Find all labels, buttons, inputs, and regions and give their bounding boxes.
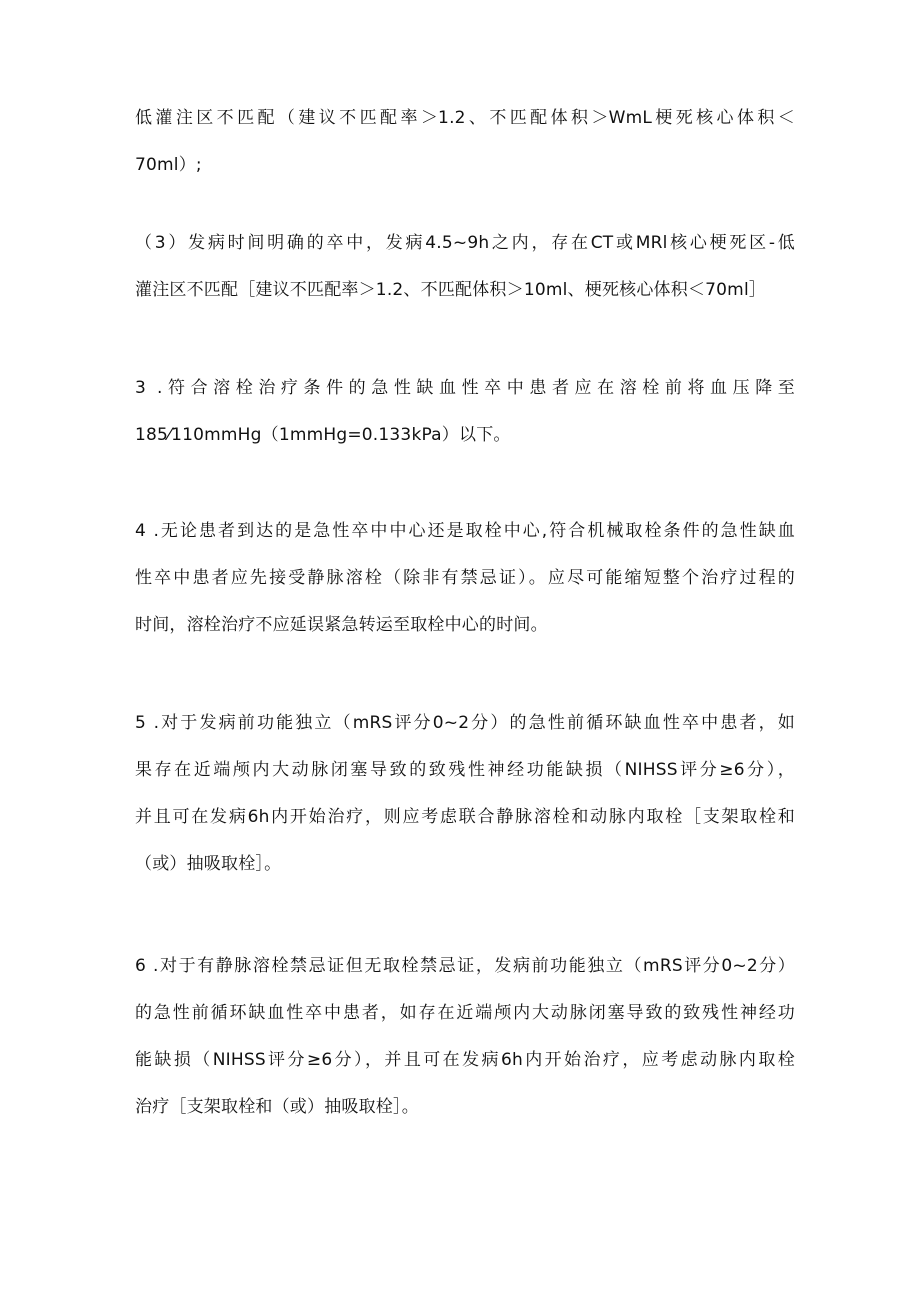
text-line: 6 .对于有静脉溶栓禁忌证但无取栓禁忌证，发病前功能独立（mRS评分0~2分） [135,956,795,976]
text-line: 时间，溶栓治疗不应延误紧急转运至取栓中心的时间。 [135,615,548,635]
text-line: （或）抽吸取栓］。 [135,854,282,874]
text-line: 185⁄110mmHg（1mmHg=0.133kPa）以下。 [135,425,511,445]
text-line: 并且可在发病6h内开始治疗，则应考虑联合静脉溶栓和动脉内取栓［支架取栓和 [135,807,795,827]
text-line: 4 .无论患者到达的是急性卒中中心还是取栓中心,符合机械取栓条件的急性缺血 [135,521,795,541]
paragraph-item-3-onset-4-5-9h [135,220,795,314]
text-line: 果存在近端颅内大动脉闭塞导致的致残性神经功能缺损（NIHSS评分≥6分）， [135,760,795,780]
text-line: 的急性前循环缺血性卒中患者，如存在近端颅内大动脉闭塞导致的致残性神经功 [135,1003,795,1023]
paragraph-point-4-iv-thrombolysis-first [135,508,795,649]
paragraph-point-5-combined-therapy [135,700,795,888]
paragraph-mismatch-criteria-continued [135,95,795,189]
text-line: （3）发病时间明确的卒中，发病4.5~9h之内，存在CT或MRl核心梗死区-低 [135,233,795,253]
text-line: 治疗［支架取栓和（或）抽吸取栓］。 [135,1097,419,1117]
text-line: 3 .符合溶栓治疗条件的急性缺血性卒中患者应在溶栓前将血压降至 [135,378,795,398]
text-line: 灌注区不匹配［建议不匹配率＞1.2、不匹配体积＞10ml、梗死核心体积＜70ml］ [135,280,767,300]
text-line: 性卒中患者应先接受静脉溶栓（除非有禁忌证）。应尽可能缩短整个治疗过程的 [135,568,795,588]
text-line: 能缺损（NIHSS评分≥6分），并且可在发病6h内开始治疗，应考虑动脉内取栓 [135,1050,795,1070]
paragraph-point-3-blood-pressure [135,365,795,459]
text-line: 70ml）; [135,155,202,175]
text-line: 5 .对于发病前功能独立（mRS评分0~2分）的急性前循环缺血性卒中患者，如 [135,713,795,733]
paragraph-point-6-thrombectomy-contraindicated-iv [135,943,795,1131]
text-line: 低灌注区不匹配（建议不匹配率＞1.2、不匹配体积＞WmL梗死核心体积＜ [135,108,795,128]
